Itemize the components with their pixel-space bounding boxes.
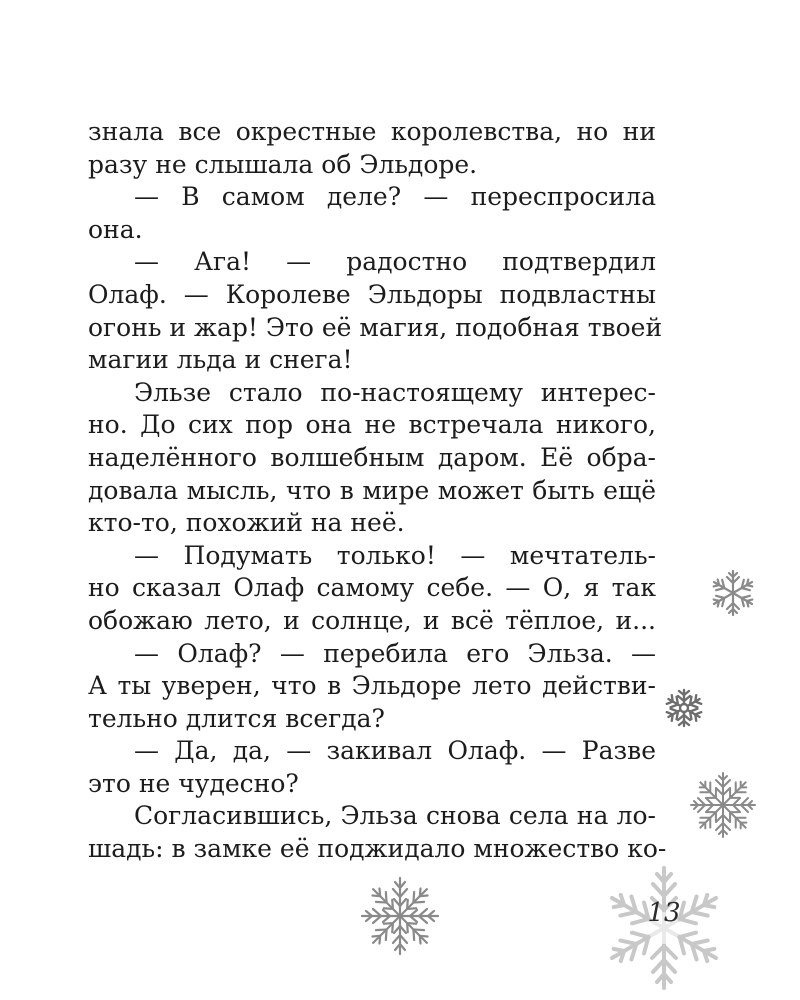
snowflake-icon	[662, 686, 706, 730]
body-text	[88, 116, 667, 866]
text-line: Эльзе стало по-настоящему интерес-	[134, 377, 656, 407]
text-line: — Да, да, — закивал Олаф. — Разве	[134, 736, 656, 766]
text-line: шадь: в замке её поджидало множество ко-	[88, 834, 667, 864]
text-line: разу не слышала об Эльдоре.	[88, 149, 478, 179]
text-line: это не чудесно?	[88, 768, 299, 798]
text-line: огонь и жар! Это её магия, подобная твоей	[88, 312, 663, 342]
snowflake-icon	[358, 874, 442, 958]
snowflake-icon	[688, 770, 758, 840]
text-line: но сказал Олаф самому себе. — О, я так	[88, 573, 656, 603]
snowflake-icon	[598, 862, 730, 994]
text-line: — Подумать только! — мечтатель-	[134, 540, 656, 570]
snowflake-icon	[708, 568, 758, 618]
text-line: кто-то, похожий на неё.	[88, 508, 405, 538]
text-line: Согласившись, Эльза снова села на ло-	[134, 801, 656, 831]
text-line: знала все окрестные королевства, но ни	[88, 117, 656, 146]
text-line: довала мысль, что в мире может быть ещё	[88, 475, 656, 505]
text-line: Олаф. — Королеве Эльдоры подвластны	[88, 279, 656, 309]
text-line: она.	[88, 214, 143, 244]
text-line: тельно длится всегда?	[88, 703, 385, 733]
text-line: обожаю лето, и солнце, и всё тёплое, и...	[88, 605, 656, 635]
text-line: наделённого волшебным даром. Её обра-	[88, 442, 656, 472]
text-line: — В самом деле? — переспросила	[134, 182, 656, 212]
text-line: но. До сих пор она не встречала никого,	[88, 410, 656, 440]
page-number: 13	[647, 898, 681, 928]
text-line: А ты уверен, что в Эльдоре лето действи-	[88, 671, 656, 701]
text-line: — Ага! — радостно подтвердил	[134, 247, 656, 277]
text-line: — Олаф? — перебила его Эльза. —	[134, 638, 656, 668]
text-line: магии льда и снега!	[88, 345, 353, 375]
